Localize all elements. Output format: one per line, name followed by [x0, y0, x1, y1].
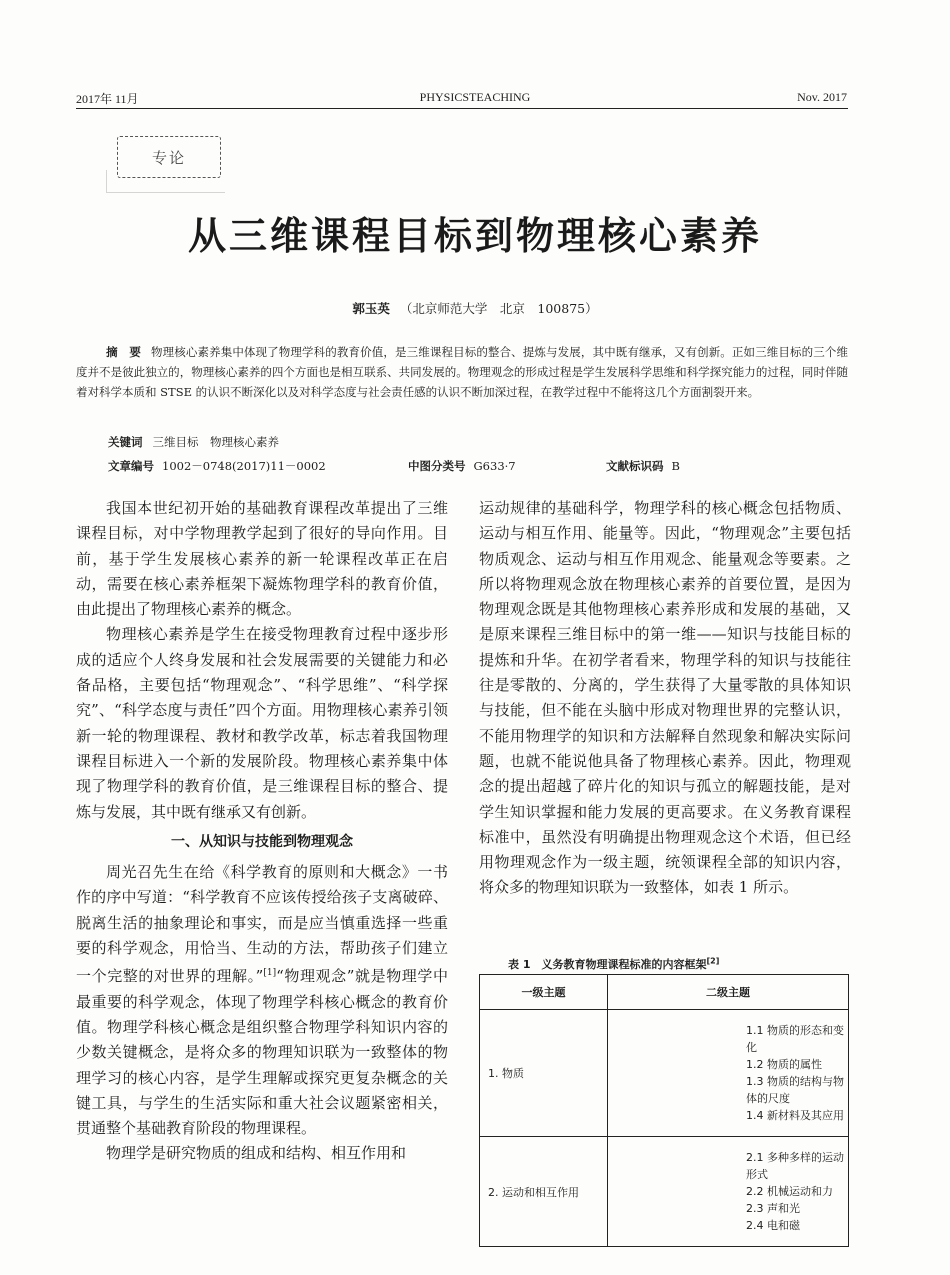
- article-title: 从三维课程目标到物理核心素养: [187, 214, 762, 258]
- right-column: [479, 496, 851, 901]
- abstract: [76, 342, 848, 402]
- table-header-row: [480, 975, 849, 1010]
- clc-number: [408, 458, 516, 474]
- subtheme: 1.3 物质的结构与物体的尺度: [746, 1075, 844, 1105]
- paragraph: 物理核心素养是学生在接受物理教育过程中逐步形成的适应个人终身发展和社会发展需要的关键能力和必备品格，主要包括“物理观念”、“科学思维”、“科学探究”、“科学态度与责任”四个方面。用物理核心素养引领新一轮的物理课程、教材和教学改革，标志着我国物理课程目标进入一个新的发展阶段。物理核心素养集中体现了物理学科的教育价值，是三维课程目标的整合、提炼与发展，其中既有继承又有创新。: [76, 625, 448, 821]
- keywords-text: 三维目标 物理核心素养: [152, 435, 279, 449]
- keywords: [108, 434, 279, 450]
- paragraph-text: 周光召先生在给《科学教育的原则和大概念》一书作的序中写道：“科学教育不应该传授给孩子支离破碎、脱离生活的抽象理论和事实，而是应当慎重选择一些重要的科学观念，用恰当、生动的方法，帮助孩子们建立一个完整的对世界的理解。”: [76, 863, 448, 986]
- content-framework-table: [479, 974, 849, 1247]
- paragraph: 我国本世纪初开始的基础教育课程改革提出了三维课程目标，对中学物理教学起到了很好的导向作用。目前，基于学生发展核心素养的新一轮课程改革正在启动，需要在核心素养框架下凝炼物理学科的教育价值，由此提出了物理核心素养的概念。: [76, 499, 448, 619]
- table-cell-theme: 2. 运动和相互作用: [480, 1137, 608, 1247]
- table-caption-text: 表 1 义务教育物理课程标准的内容框架: [508, 958, 707, 971]
- abstract-text: 物理核心素养集中体现了物理学科的教育价值，是三维课程目标的整合、提炼与发展，其中既有继承，又有创新。正如三维目标的三个维度并不是彼此独立的，物理核心素养的四个方面也是相互联系、共同发展的。物理观念的形成过程是学生发展科学思维和科学探究能力的过程，同时伴随着对科学本质和 STSE 的认识不断深化以及对科学态度与社会责任感的认识不断加深过程，在教学过程中不能将这几个方面割裂开来。: [76, 345, 849, 399]
- subtheme: 2.4 电和磁: [746, 1219, 800, 1232]
- table-header-cell: 二级主题: [608, 975, 849, 1010]
- paragraph: [76, 860, 448, 1141]
- table-cell-subthemes: [608, 1010, 849, 1137]
- header-date-cn: 2017年 11月: [76, 92, 139, 106]
- clc-label: 中图分类号: [408, 459, 466, 473]
- citation-ref: [1]: [263, 968, 277, 979]
- article-number-value: 1002－0748(2017)11－0002: [162, 459, 326, 473]
- subtheme: 1.4 新材料及其应用: [746, 1109, 844, 1122]
- article-number-label: 文章编号: [108, 459, 154, 473]
- author-affiliation: （北京师范大学 北京 100875）: [399, 301, 598, 316]
- abstract-label: 摘 要: [106, 345, 141, 359]
- citation-ref: [2]: [706, 956, 720, 966]
- document-code-label: 文献标识码: [606, 459, 664, 473]
- clc-value: G633·7: [473, 459, 516, 473]
- section-tag: 专论: [117, 136, 221, 178]
- paragraph: 物理学是研究物质的组成和结构、相互作用和: [106, 1144, 407, 1163]
- author-name: 郭玉英: [352, 301, 390, 316]
- document-code: [606, 458, 680, 474]
- header-journal-name: PHYSICSTEACHING: [419, 90, 531, 104]
- subtheme: 2.1 多种多样的运动形式: [746, 1151, 844, 1181]
- paragraph-text: “物理观念”就是物理学中最重要的科学观念，体现了物理学科核心概念的教育价值。物理学科核心概念是组织整合物理学科知识内容的少数关键概念，是将众多的物理知识联为一致整体的物理学习的核心内容，是学生理解或探究更复杂概念的关键工具，与学生的生活实际和重大社会议题紧密相关，贯通整个基础教育阶段的物理课程。: [76, 967, 449, 1138]
- subtheme: 2.2 机械运动和力: [746, 1185, 833, 1198]
- article-number: [108, 458, 326, 474]
- table-cell-subthemes: [608, 1137, 849, 1247]
- header-date-en: Nov. 2017: [797, 90, 847, 104]
- subtheme: 2.3 声和光: [746, 1202, 800, 1215]
- table-row: [480, 1137, 849, 1247]
- header-rule: [76, 108, 848, 109]
- subtheme: 1.1 物质的形态和变化: [746, 1024, 844, 1054]
- table-caption: [508, 956, 719, 972]
- paragraph: 运动规律的基础科学，物理学科的核心概念包括物质、运动与相互作用、能量等。因此，“物理观念”主要包括物质观念、运动与相互作用观念、能量观念等要素。之所以将物理观念放在物理核心素养的首要位置，是因为物理观念既是其他物理核心素养形成和发展的基础，又是原来课程三维目标中的第一维——知识与技能目标的提炼和升华。在初学者看来，物理学科的知识与技能往往是零散的、分离的，学生获得了大量零散的具体知识与技能，但不能在头脑中形成对物理世界的完整认识，不能用物理学的知识和方法解释自然现象和解决实际问题，也就不能说他具备了物理核心素养。因此，物理观念的提出超越了碎片化的知识与孤立的解题技能，是对学生知识掌握和能力发展的更高要求。在义务教育课程标准中，虽然没有明确提出物理观念这个术语，但已经用物理观念作为一级主题，统领课程全部的知识内容，将众多的物理知识联为一致整体，如表 1 所示。: [479, 499, 851, 897]
- byline: [0, 299, 950, 317]
- table-header-cell: 一级主题: [480, 975, 608, 1010]
- table-cell-theme: 1. 物质: [480, 1010, 608, 1137]
- document-code-value: B: [671, 459, 680, 473]
- subtheme: 1.2 物质的属性: [746, 1058, 822, 1071]
- keywords-label: 关键词: [108, 435, 143, 449]
- table-row: [480, 1010, 849, 1137]
- section-heading: 一、从知识与技能到物理观念: [171, 833, 353, 850]
- left-column: [76, 496, 448, 1167]
